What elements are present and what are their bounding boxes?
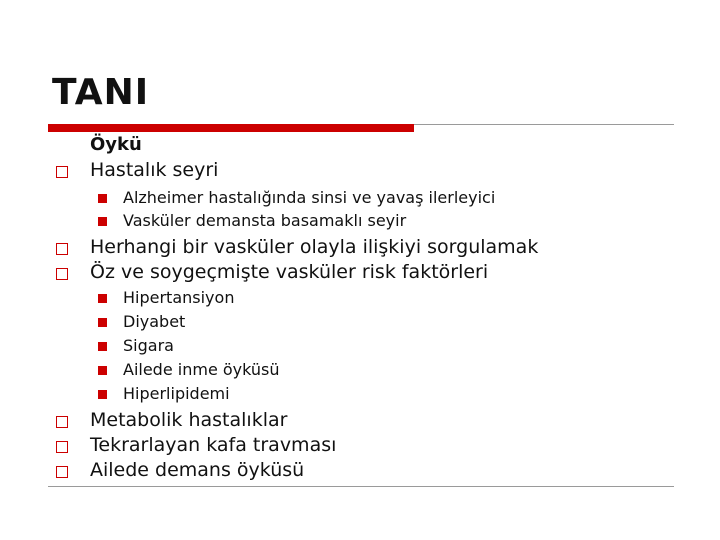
title-underline-accent: [48, 124, 414, 132]
bullet-text: Herhangi bir vasküler olayla ilişkiyi sorgulamak: [90, 236, 539, 258]
bullet-text: Tekrarlayan kafa travması: [90, 434, 337, 456]
slide-title: TANI: [52, 72, 150, 113]
sub-bullet-text: Ailede inme öyküsü: [123, 360, 280, 379]
filled-square-bullet-icon: [98, 318, 107, 327]
filled-square-bullet-icon: [98, 194, 107, 203]
bullet-text: Metabolik hastalıklar: [90, 409, 288, 431]
title-underline-rule: [414, 124, 674, 125]
sub-bullet-text: Hipertansiyon: [123, 288, 235, 307]
hollow-square-bullet-icon: [56, 166, 68, 178]
hollow-square-bullet-icon: [56, 441, 68, 453]
filled-square-bullet-icon: [98, 217, 107, 226]
hollow-square-bullet-icon: [56, 268, 68, 280]
sub-bullet-text: Alzheimer hastalığında sinsi ve yavaş ilerleyici: [123, 188, 496, 207]
section-heading: Öykü: [90, 134, 142, 155]
filled-square-bullet-icon: [98, 294, 107, 303]
bullet-text: Hastalık seyri: [90, 159, 219, 181]
bullet-text: Öz ve soygeçmişte vasküler risk faktörleri: [90, 261, 489, 283]
sub-bullet-text: Hiperlipidemi: [123, 384, 230, 403]
hollow-square-bullet-icon: [56, 416, 68, 428]
filled-square-bullet-icon: [98, 366, 107, 375]
sub-bullet-text: Diyabet: [123, 312, 186, 331]
hollow-square-bullet-icon: [56, 466, 68, 478]
filled-square-bullet-icon: [98, 390, 107, 399]
sub-bullet-text: Sigara: [123, 336, 174, 355]
footer-rule: [48, 486, 674, 487]
sub-bullet-text: Vasküler demansta basamaklı seyir: [123, 211, 407, 230]
hollow-square-bullet-icon: [56, 243, 68, 255]
filled-square-bullet-icon: [98, 342, 107, 351]
bullet-text: Ailede demans öyküsü: [90, 459, 305, 481]
